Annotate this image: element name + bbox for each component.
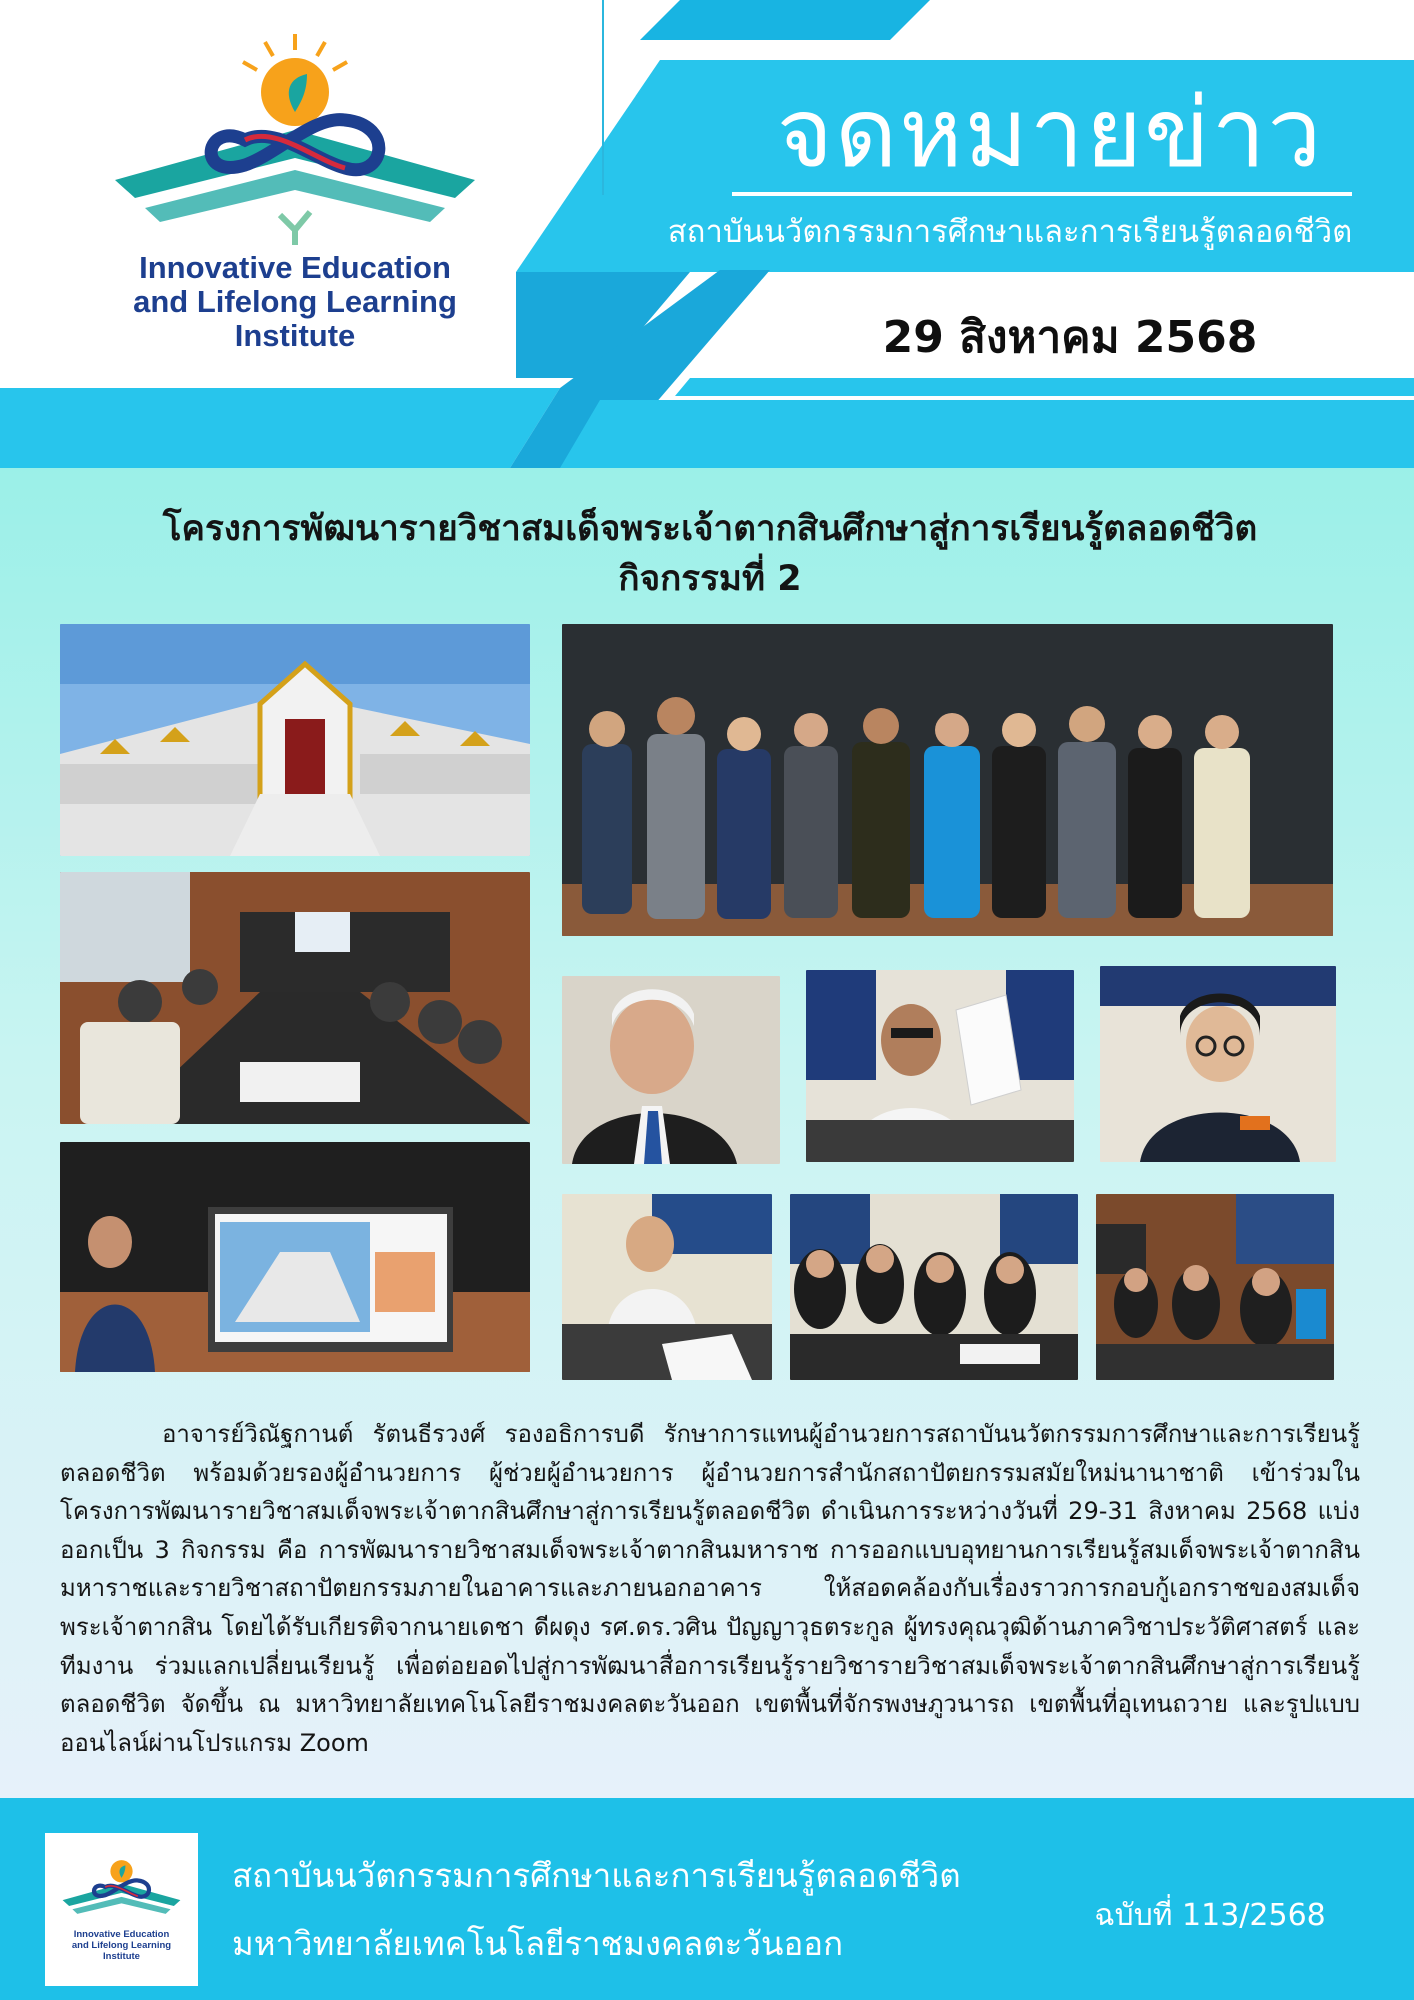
woman-speaking-photo — [562, 1194, 772, 1380]
issue-date: 29 สิงหาคม 2568 — [882, 312, 1258, 363]
title-underline — [732, 192, 1352, 196]
participant-glasses-photo — [1100, 966, 1336, 1162]
building-rendering-photo — [60, 624, 530, 856]
team-discussion-photo — [790, 1194, 1078, 1380]
speaker-with-papers-photo — [806, 970, 1074, 1162]
elder-speaker-photo — [562, 976, 780, 1164]
institute-logo — [95, 30, 495, 360]
article-section — [0, 468, 1414, 1798]
logo-text-line-3: Institute — [234, 318, 356, 353]
logo-text-line-1: Innovative Education — [139, 250, 451, 285]
institute-logo-mark-icon — [95, 30, 495, 250]
newsletter-header — [0, 0, 1414, 468]
article-headline — [60, 504, 1360, 604]
headline-line-1: โครงการพัฒนารายวิชาสมเด็จพระเจ้าตากสินศึกษาสู่การเรียนรู้ตลอดชีวิต — [162, 509, 1258, 549]
newsletter-title: จดหมายข่าว — [776, 77, 1324, 189]
table-discussion-photo — [1096, 1194, 1334, 1380]
footer-institute-name: สถาบันนวัตกรรมการศึกษาและการเรียนรู้ตลอดชีวิต — [232, 1856, 961, 1895]
logo-text-line-2: and Lifelong Learning — [133, 284, 457, 319]
issue-number: ฉบับที่ 113/2568 — [1094, 1898, 1326, 1933]
footer-logo-line-3: Institute — [103, 1951, 140, 1962]
article-body-text: อาจารย์วิณัฐกานต์ รัตนธีรวงศ์ รองอธิการบดี รักษาการแทนผู้อำนวยการสถาบันนวัตกรรมการศึกษาและการเรียนรู้ตลอดชีวิต พร้อมด้วยรองผู้อำนวยการ ผู้ช่วยผู้อำนวยการ ผู้อำนวยการสำนักสถาปัตยกรรมสมัยใหม่นานาชาติ เข้าร่วมในโครงการพัฒนารายวิชาสมเด็จพระเจ้าตากสินศึกษาสู่การเรียนรู้ตลอดชีวิต ดำเนินการระหว่างวันที่ 29-31 สิงหาคม 2568 แบ่งออกเป็น 3 กิจกรรม คือ การพัฒนารายวิชาสมเด็จพระเจ้าตากสินมหาราช การออกแบบอุทยานการเรียนรู้สมเด็จพระเจ้าตากสินมหาราชและรายวิชาสถาปัตยกรรมภายในอาคารและภายนอกอาคาร ให้สอดคล้องกับเรื่องราวการกอบกู้เอกราชของสมเด็จพระเจ้าตากสิน โดยได้รับเกียรติจากนายเดชา ดีผดุง รศ.ดร.วศิน ปัญญาวุธตระกูล ผู้ทรงคุณวุฒิด้านภาควิชาประวัติศาสตร์ และทีมงาน ร่วมแลกเปลี่ยนเรียนรู้ เพื่อต่อยอดไปสู่การพัฒนาสื่อการเรียนรู้รายวิชารายวิชาสมเด็จพระเจ้าตากสินศึกษาสู่การเรียนรู้ตลอดชีวิต จัดขึ้น ณ มหาวิทยาลัยเทคโนโลยีราชมงคลตะวันออก เขตพื้นที่จักรพงษภูวนารถ เขตพื้นที่อุเทนถวาย และรูปแบบออนไลน์ผ่านโปรแกรม Zoom — [60, 1420, 1360, 1757]
footer-logo-line-2: and Lifelong Learning — [71, 1940, 172, 1951]
newsletter-footer — [0, 1798, 1414, 2000]
header-vertical-divider — [602, 0, 604, 195]
institute-name: สถาบันนวัตกรรมการศึกษาและการเรียนรู้ตลอดชีวิต — [667, 214, 1353, 250]
footer-logo-mark-icon — [55, 1851, 188, 1923]
footer-logo — [45, 1833, 198, 1986]
footer-logo-line-1: Innovative Education — [73, 1929, 170, 1940]
presentation-screen-photo — [60, 1142, 530, 1372]
headline-line-2: กิจกรรมที่ 2 — [618, 559, 802, 599]
meeting-room-photo — [60, 872, 530, 1124]
footer-university-name: มหาวิทยาลัยเทคโนโลยีราชมงคลตะวันออก — [232, 1924, 844, 1963]
article-body — [60, 1415, 1360, 1762]
group-photo — [562, 624, 1333, 936]
